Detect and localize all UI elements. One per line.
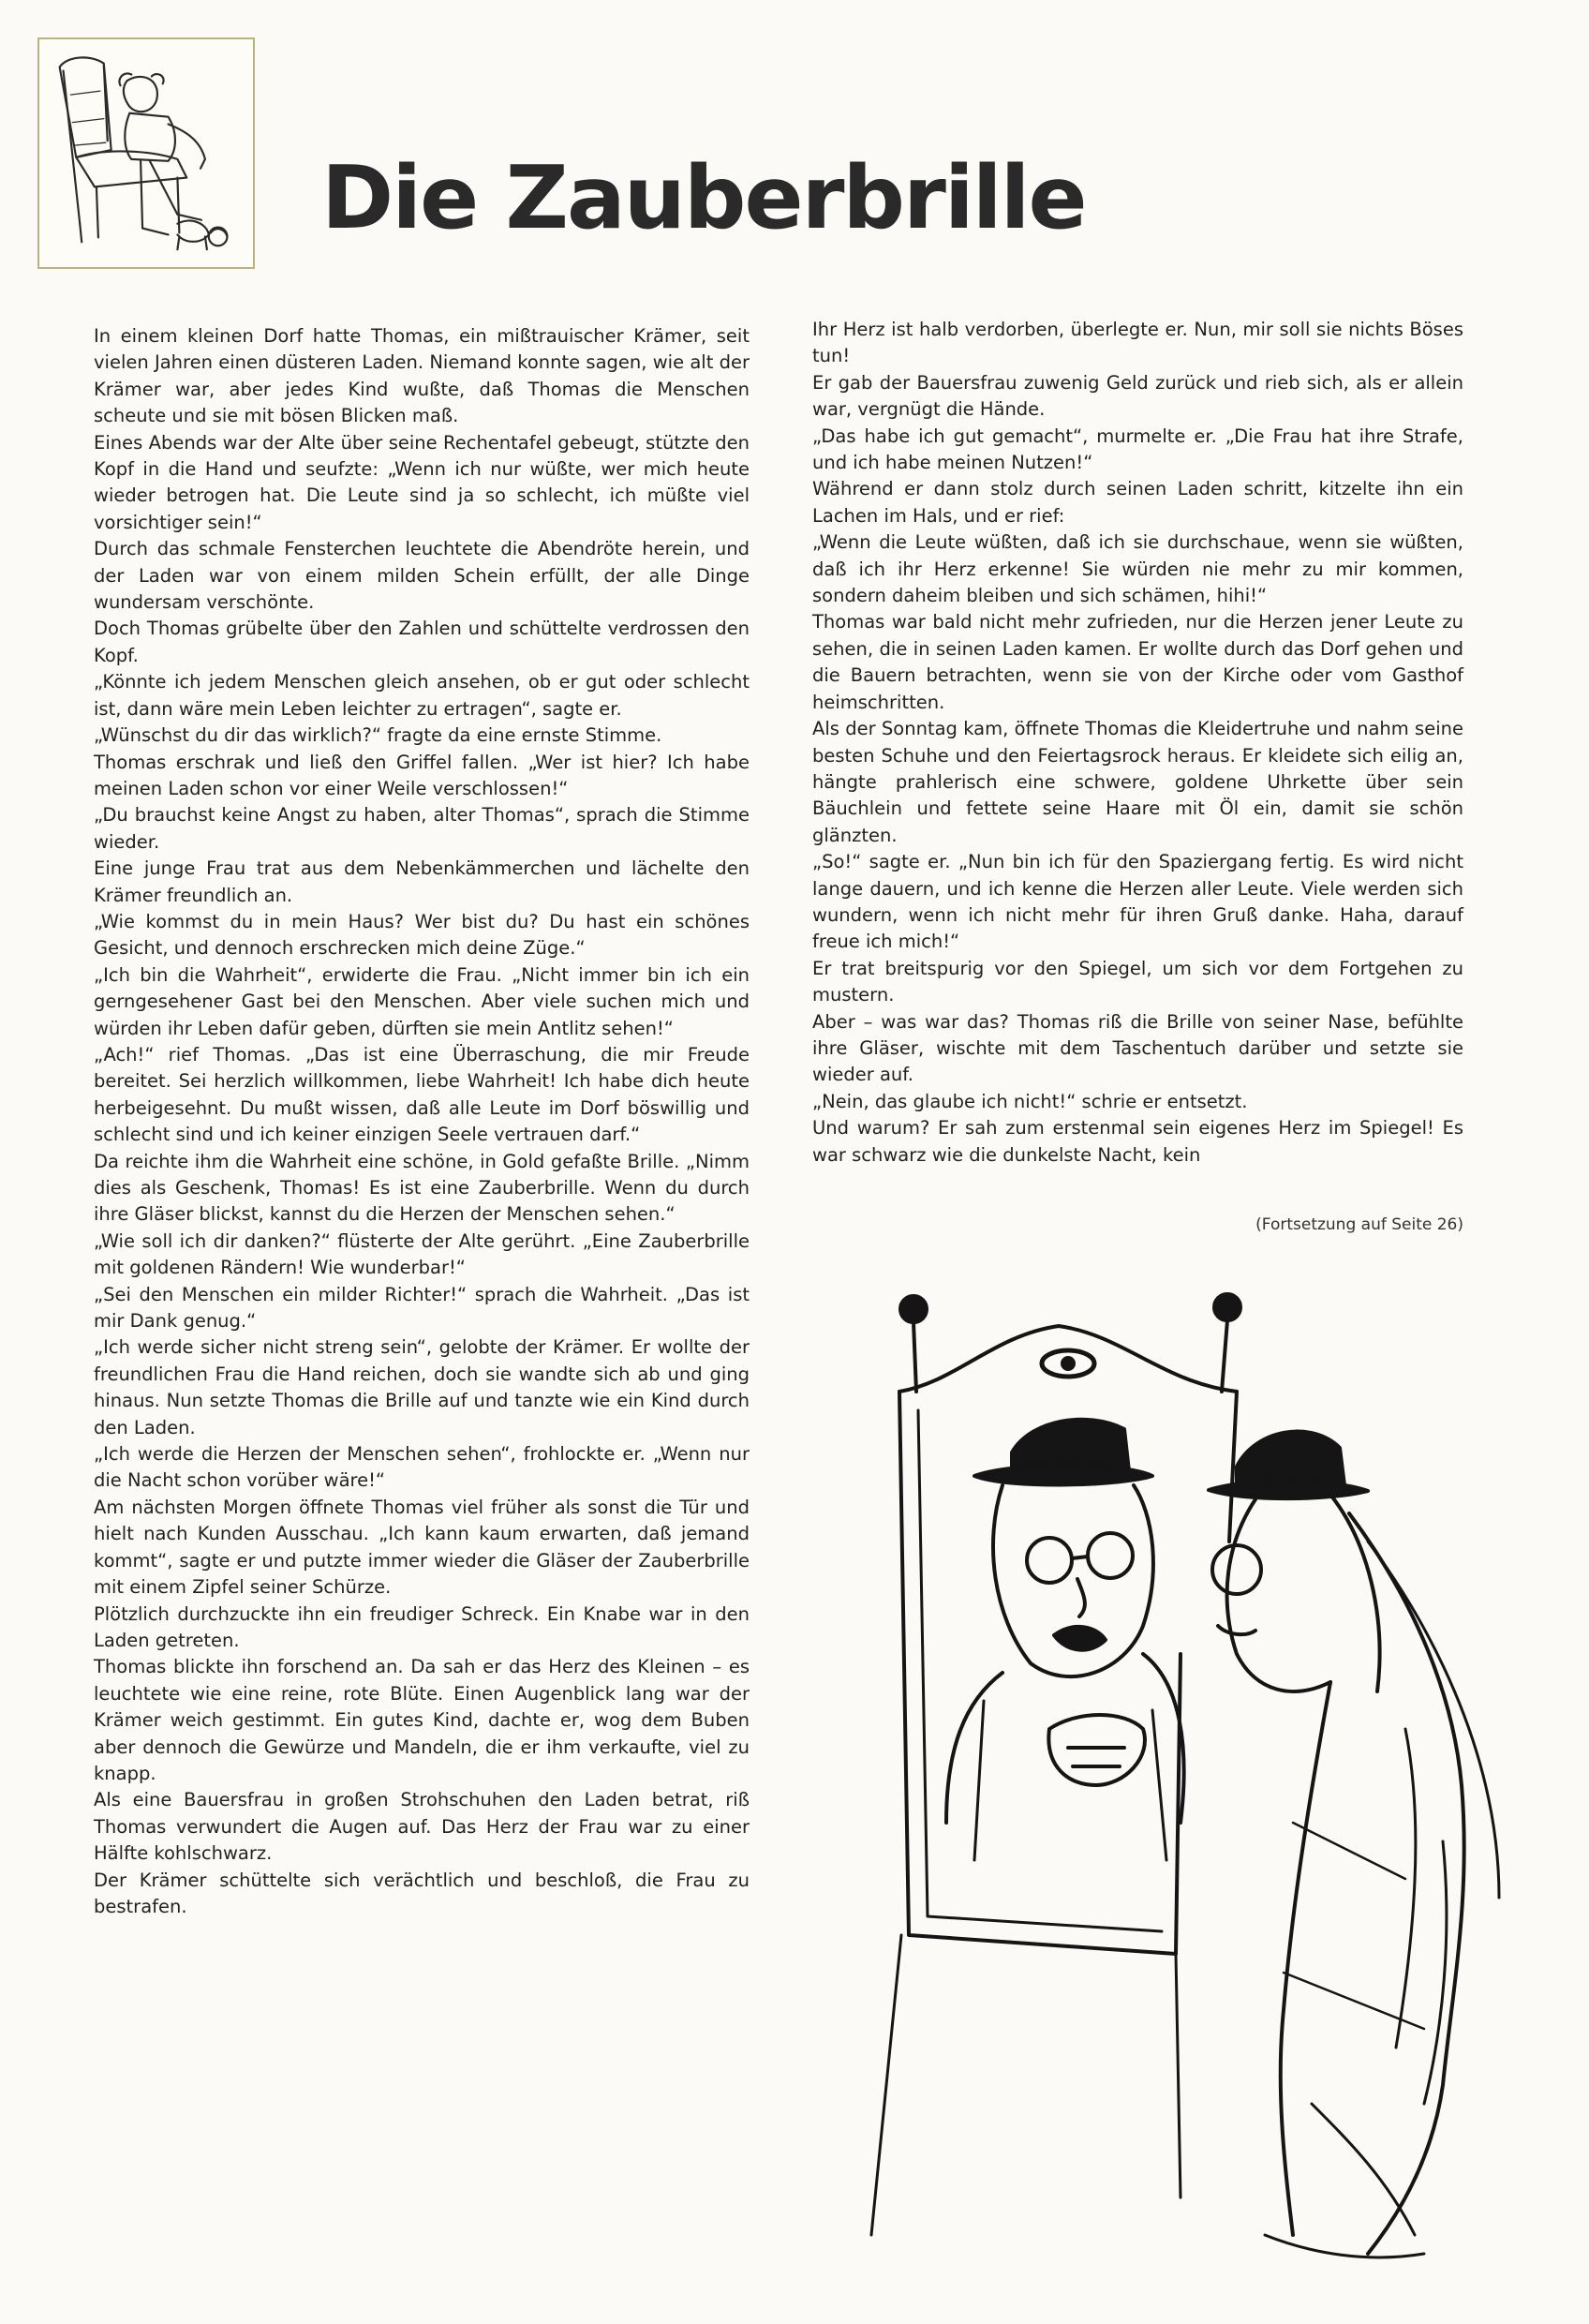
illustration-mirror bbox=[843, 1260, 1518, 2291]
paragraph: Durch das schmale Fensterchen leuchtete die Abendröte herein, und der Laden war von einem milden Schein erfüllt, der alle Dinge wundersam verschönte. bbox=[94, 538, 750, 614]
paragraph: Als der Sonntag kam, öffnete Thomas die Kleidertruhe und nahm seine besten Schuhe und den Feiertagsrock heraus. Er kleidete sich eilig an, hängte prahlerisch eine schwere, goldene Uhrkette über sein Bäuchlein und fettete seine Haare mit Öl ein, damit sie schön glänzten. bbox=[812, 718, 1463, 846]
paragraph: „Wünschst du dir das wirklich?“ fragte da eine ernste Stimme. bbox=[94, 724, 662, 747]
paragraph: „Nein, das glaube ich nicht!“ schrie er entsetzt. bbox=[812, 1090, 1248, 1112]
paragraph: Eines Abends war der Alte über seine Rechentafel gebeugt, stützte den Kopf in die Hand und seufzte: „Wenn ich nur wüßte, wer mich heute wieder betrogen hat. Die Leute sind ja so schlecht, ich müßte viel vorsichtiger sein!“ bbox=[94, 431, 750, 533]
man-before-mirror-illustration-icon bbox=[843, 1260, 1518, 2291]
paragraph: Aber – was war das? Thomas riß die Brille von seiner Nase, befühlte ihre Gläser, wischte mit dem Taschentuch darüber und setzte sie wieder auf. bbox=[812, 1010, 1463, 1086]
old-man-armchair-icon bbox=[39, 39, 253, 267]
paragraph: Als eine Bauersfrau in großen Strohschuhen den Laden betrat, riß Thomas verwundert die Augen auf. Das Herz der Frau war zu einer Hälfte kohlschwarz. bbox=[94, 1789, 750, 1865]
paragraph: Der Krämer schüttelte sich verächtlich und beschloß, die Frau zu bestrafen. bbox=[94, 1869, 750, 1917]
paragraph: „Ich werde sicher nicht streng sein“, gelobte der Krämer. Er wollte der freundlichen Frau die Hand reichen, doch sie wandte sich ab und ging hinaus. Nun setzte Thomas die Brille auf und tanzte wie ein Kind durch den Laden. bbox=[94, 1336, 750, 1438]
paragraph: „Das habe ich gut gemacht“, murmelte er. „Die Frau hat ihre Strafe, und ich habe meinen Nutzen!“ bbox=[812, 425, 1463, 474]
paragraph: Doch Thomas grübelte über den Zahlen und schüttelte verdrossen den Kopf. bbox=[94, 618, 750, 666]
paragraph: Er gab der Bauersfrau zuwenig Geld zurück und rieb sich, als er allein war, vergnügt die Hände. bbox=[812, 371, 1463, 421]
left-text-column bbox=[94, 323, 750, 1920]
paragraph: Thomas war bald nicht mehr zufrieden, nur die Herzen jener Leute zu sehen, die in seinen Laden kamen. Er wollte durch das Dorf gehen und die Bauern betrachten, wenn sie von der Kirche oder vom Gasthof heimschritten. bbox=[812, 611, 1463, 713]
vignette-old-man-armchair bbox=[37, 37, 255, 269]
paragraph: „Wie soll ich dir danken?“ flüsterte der Alte gerührt. „Eine Zauberbrille mit goldenen Rändern! Wie wunderbar!“ bbox=[94, 1229, 750, 1279]
page-title: Die Zauberbrille bbox=[321, 147, 1086, 248]
continuation-note: (Fortsetzung auf Seite 26) bbox=[1255, 1215, 1463, 1234]
paragraph: Er trat breitspurig vor den Spiegel, um sich vor dem Fortgehen zu mustern. bbox=[812, 957, 1463, 1006]
paragraph: „Wie kommst du in mein Haus? Wer bist du? Du hast ein schönes Gesicht, und dennoch erschrecken mich deine Züge.“ bbox=[94, 910, 750, 960]
paragraph: Thomas erschrak und ließ den Griffel fallen. „Wer ist hier? Ich habe meinen Laden schon vor einer Weile verschlossen!“ bbox=[94, 751, 750, 799]
paragraph: Ihr Herz ist halb verdorben, überlegte er. Nun, mir soll sie nichts Böses tun! bbox=[812, 319, 1463, 367]
paragraph: Und warum? Er sah zum erstenmal sein eigenes Herz im Spiegel! Es war schwarz wie die dunkelste Nacht, kein bbox=[812, 1117, 1463, 1166]
paragraph: „Wenn die Leute wüßten, daß ich sie durchschaue, wenn sie wüßten, daß ich ihr Herz erkenne! Sie würden nie mehr zu mir kommen, sondern daheim bleiben und sich schämen, hihi!“ bbox=[812, 531, 1463, 607]
paragraph: Da reichte ihm die Wahrheit eine schöne, in Gold gefaßte Brille. „Nimm dies als Geschenk, Thomas! Es ist eine Zauberbrille. Wenn du durch ihre Gläser blickst, kannst du die Herzen der Menschen sehen.“ bbox=[94, 1150, 750, 1226]
paragraph: Eine junge Frau trat aus dem Nebenkämmerchen und lächelte den Krämer freundlich an. bbox=[94, 857, 750, 906]
paragraph: „Du brauchst keine Angst zu haben, alter Thomas“, sprach die Stimme wieder. bbox=[94, 804, 750, 853]
paragraph: „Ach!“ rief Thomas. „Das ist eine Überraschung, die mir Freude bereitet. Sei herzlich willkommen, liebe Wahrheit! Ich habe dich heute herbeigesehnt. Du mußt wissen, daß alle Leute im Dorf böswillig und schlecht sind und ich keiner einzigen Seele vertrauen darf.“ bbox=[94, 1043, 750, 1146]
paragraph: „Sei den Menschen ein milder Richter!“ sprach die Wahrheit. „Das ist mir Dank genug.“ bbox=[94, 1283, 750, 1333]
paragraph: Plötzlich durchzuckte ihn ein freudiger Schreck. Ein Knabe war in den Laden getreten. bbox=[94, 1602, 750, 1651]
paragraph: „Könnte ich jedem Menschen gleich ansehen, ob er gut oder schlecht ist, dann wäre mein Leben leichter zu ertragen“, sagte er. bbox=[94, 671, 750, 720]
paragraph: Thomas blickte ihn forschend an. Da sah er das Herz des Kleinen – es leuchtete wie eine reine, rote Blüte. Einen Augenblick lang war der Krämer weich gestimmt. Ein gutes Kind, dachte er, wog dem Buben aber dennoch die Gewürze und Mandeln, die er ihm verkaufte, viel zu knapp. bbox=[94, 1656, 750, 1784]
right-text-column bbox=[812, 317, 1463, 1169]
paragraph: „So!“ sagte er. „Nun bin ich für den Spaziergang fertig. Es wird nicht lange dauern, und ich kenne die Herzen aller Leute. Viele werden sich wundern, wenn ich nicht mehr für ihren Gruß danke. Haha, darauf freue ich mich!“ bbox=[812, 851, 1463, 953]
paragraph: Während er dann stolz durch seinen Laden schritt, kitzelte ihn ein Lachen im Hals, und er rief: bbox=[812, 478, 1463, 527]
paragraph: „Ich werde die Herzen der Menschen sehen“, frohlockte er. „Wenn nur die Nacht schon vorüber wäre!“ bbox=[94, 1443, 750, 1492]
paragraph: In einem kleinen Dorf hatte Thomas, ein mißtrauischer Krämer, seit vielen Jahren einen düsteren Laden. Niemand konnte sagen, wie alt der Krämer war, aber jedes Kind wußte, daß Thomas die Menschen scheute und sie mit bösen Blicken maß. bbox=[94, 325, 750, 427]
paragraph: Am nächsten Morgen öffnete Thomas viel früher als sonst die Tür und hielt nach Kunden Ausschau. „Ich kann kaum erwarten, daß jemand kommt“, sagte er und putzte immer wieder die Gläser der Zauberbrille mit einem Zipfel seiner Schürze. bbox=[94, 1496, 750, 1599]
paragraph: „Ich bin die Wahrheit“, erwiderte die Frau. „Nicht immer bin ich ein gerngesehener Gast bei den Menschen. Aber viele suchen mich und würden ihr Leben dafür geben, dürften sie mein Antlitz sehen!“ bbox=[94, 963, 750, 1039]
